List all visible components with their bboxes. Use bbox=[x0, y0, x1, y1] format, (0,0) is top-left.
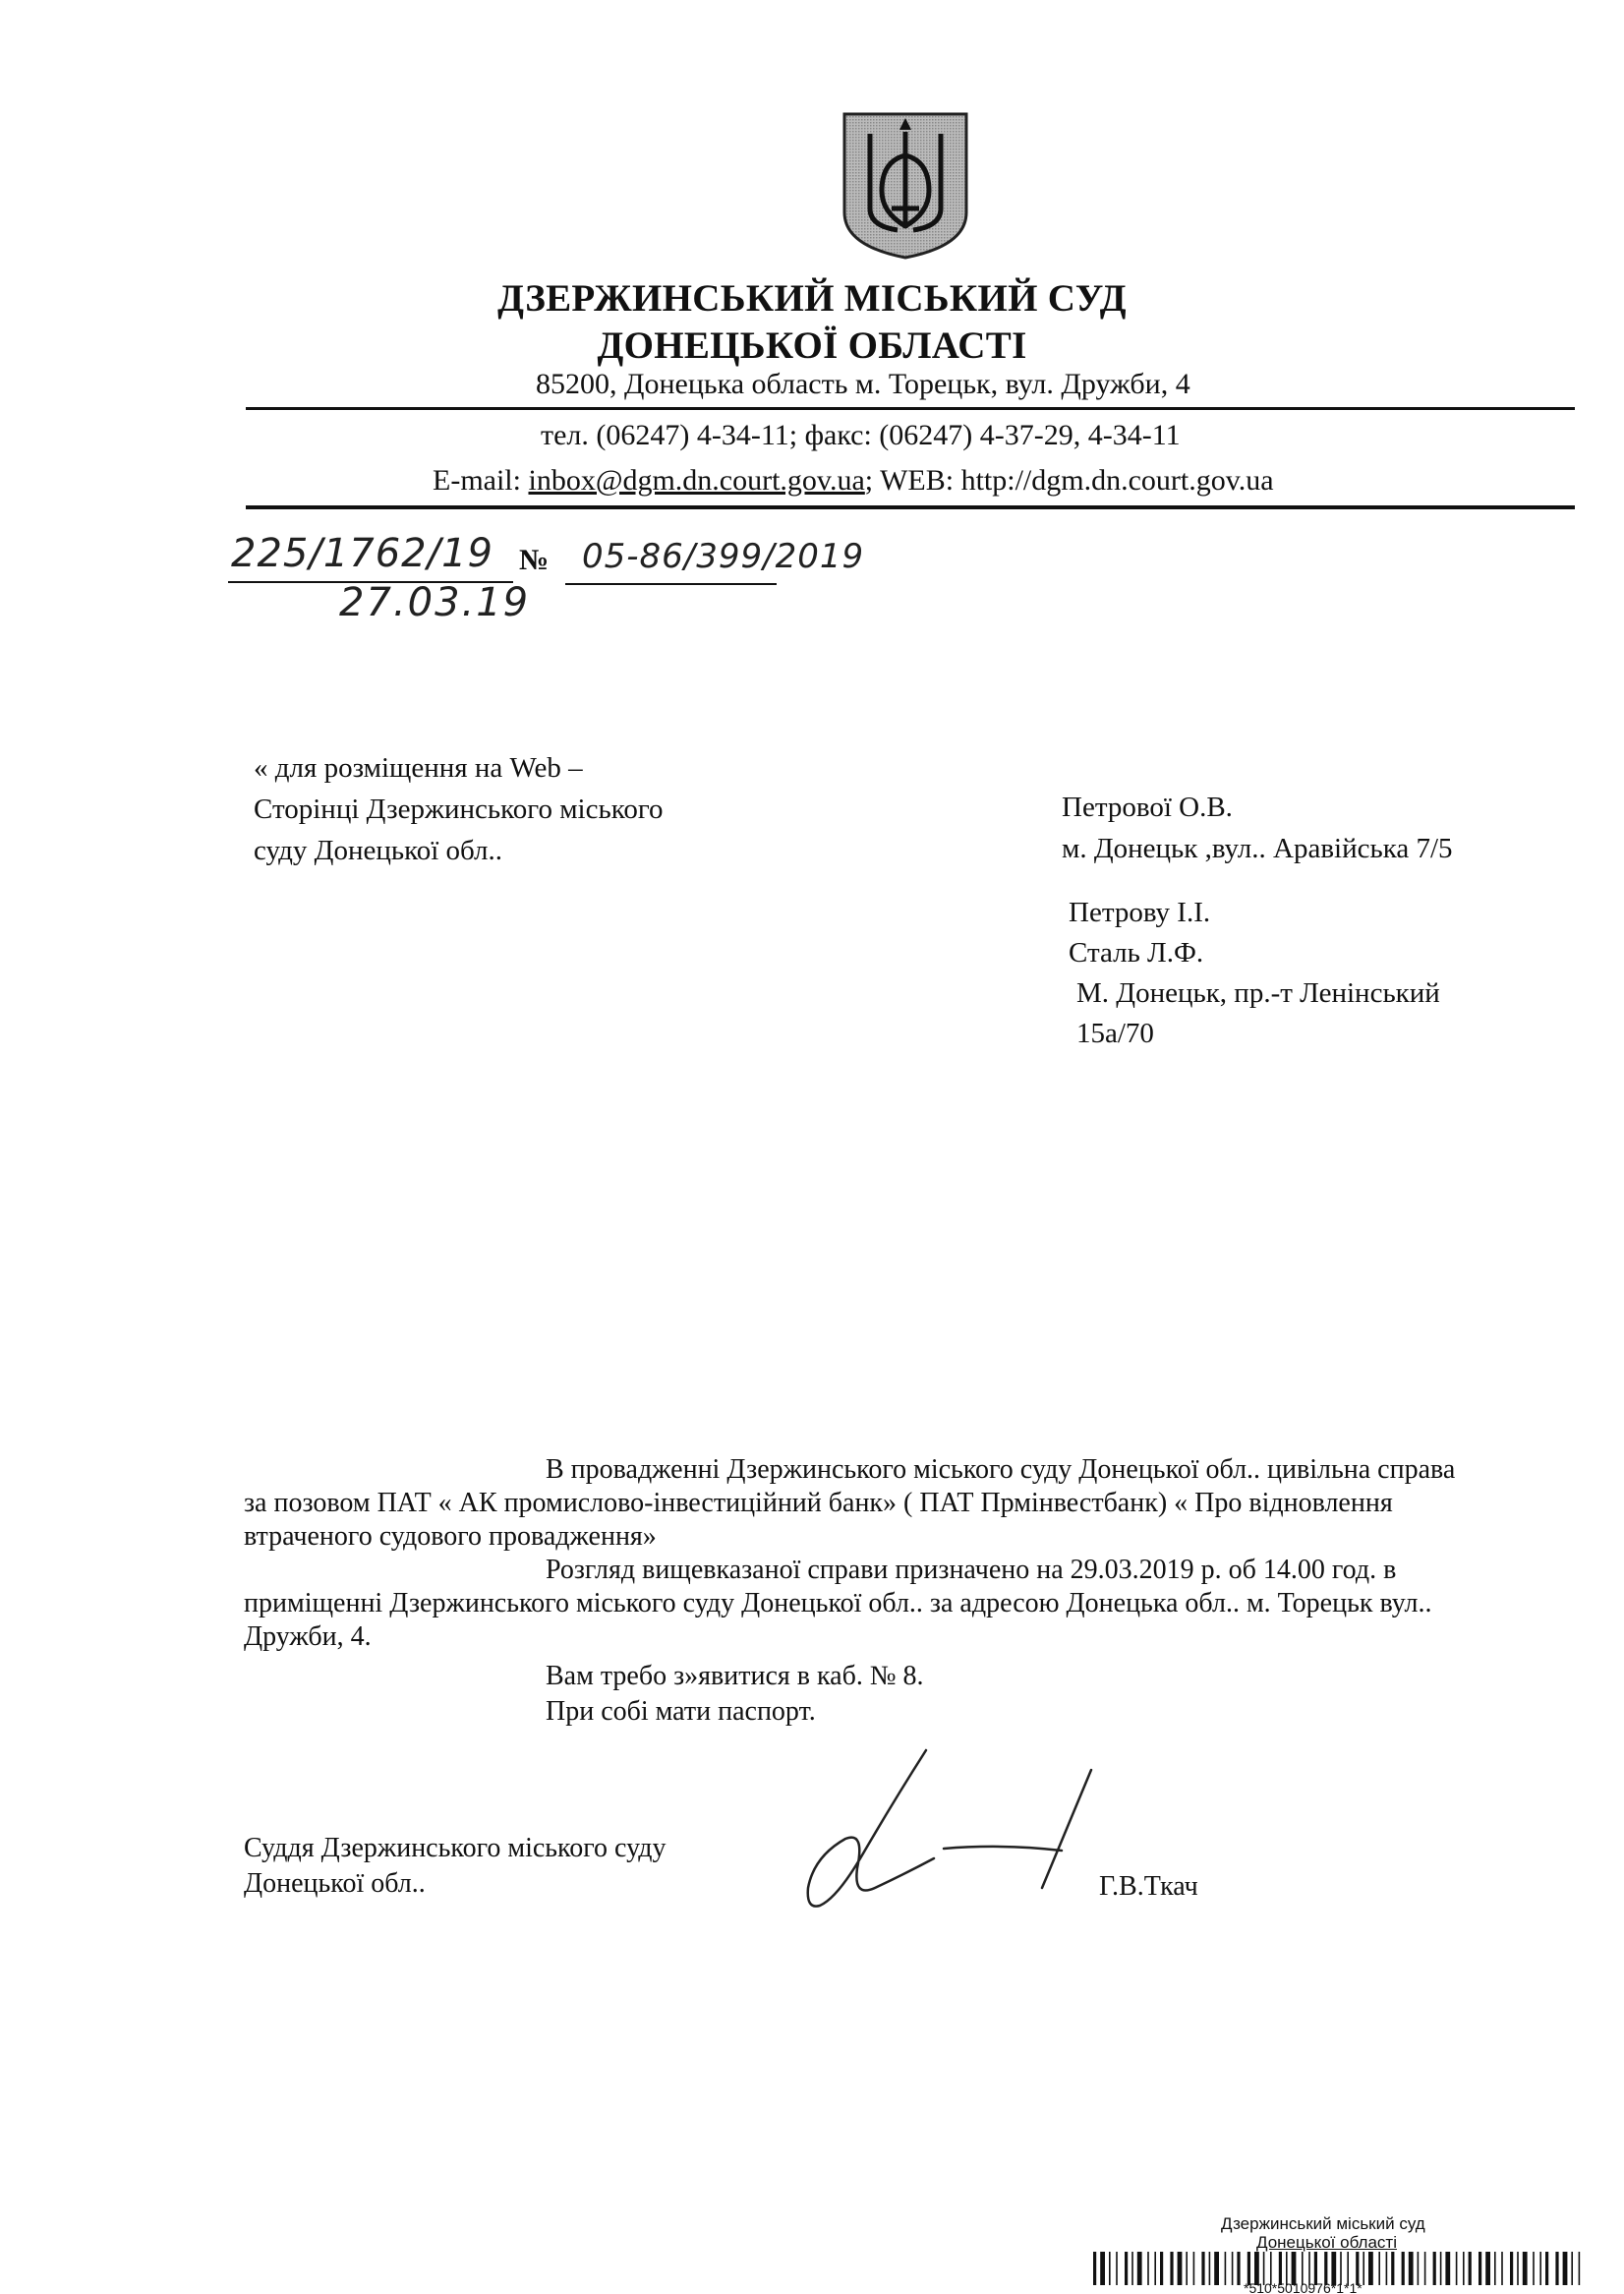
barcode-bar bbox=[1523, 2252, 1528, 2285]
barcode-bar bbox=[1555, 2252, 1558, 2285]
barcode-bar bbox=[1445, 2252, 1450, 2285]
barcode-bar bbox=[1579, 2252, 1581, 2285]
web-note-line3: суду Донецької обл.. bbox=[254, 835, 503, 866]
judge-title-line1: Суддя Дзержинського міського суду bbox=[244, 1833, 667, 1863]
judge-title-line2: Донецької обл.. bbox=[244, 1868, 426, 1899]
barcode-text: *510*5010976*1*1* bbox=[1244, 2283, 1363, 2294]
barcode-bar bbox=[1494, 2252, 1496, 2285]
barcode-bar bbox=[1331, 2252, 1336, 2285]
internal-number-underline bbox=[565, 583, 777, 585]
barcode-bar bbox=[1391, 2252, 1394, 2285]
barcode-bar bbox=[1479, 2252, 1481, 2285]
web-publication-note bbox=[254, 747, 664, 871]
email-link[interactable]: inbox@dgm.dn.court.gov.ua bbox=[528, 464, 865, 497]
barcode-bar bbox=[1347, 2252, 1349, 2285]
web-address: ; WEB: http://dgm.dn.court.gov.ua bbox=[864, 464, 1274, 497]
barcode-bar bbox=[1409, 2252, 1414, 2285]
barcode-bar bbox=[1263, 2252, 1265, 2285]
barcode-bar bbox=[1368, 2252, 1373, 2285]
body-p2-line1: Розгляд вищевказаної справи призначено на 29.03.2019 р. об 14.00 год. в bbox=[546, 1555, 1397, 1585]
court-phone: тел. (06247) 4-34-11; факс: (06247) 4-37-29, 4-34-11 bbox=[541, 419, 1181, 451]
header-divider-bottom bbox=[246, 505, 1575, 509]
barcode-bar bbox=[1237, 2252, 1240, 2285]
barcode-bar bbox=[1433, 2252, 1436, 2285]
barcode-bar bbox=[1154, 2252, 1156, 2285]
barcode-bar bbox=[1270, 2252, 1272, 2285]
court-name-line2: ДОНЕЦЬКОЇ ОБЛАСТІ bbox=[597, 324, 1027, 367]
web-note-line1: « для розміщення на Web – bbox=[254, 752, 583, 784]
barcode-bar bbox=[1517, 2252, 1519, 2285]
recipient-1-name: Петрової О.В. bbox=[1062, 792, 1233, 823]
recipient-2-address1: М. Донецьк, пр.-т Ленінський bbox=[1076, 977, 1440, 1009]
barcode-bar bbox=[1378, 2252, 1380, 2285]
barcode-bar bbox=[1286, 2252, 1288, 2285]
barcode-bar bbox=[1247, 2252, 1250, 2285]
barcode-bar bbox=[1137, 2252, 1142, 2285]
body-p3: Вам требо з»явитися в каб. № 8. bbox=[546, 1661, 924, 1691]
email-prefix: E-mail: bbox=[433, 464, 529, 497]
barcode-bar bbox=[1160, 2252, 1163, 2285]
barcode-bar bbox=[1186, 2252, 1188, 2285]
barcode-bar bbox=[1456, 2252, 1458, 2285]
barcode-bar bbox=[1125, 2252, 1128, 2285]
judge-title bbox=[244, 1831, 667, 1902]
barcode bbox=[1093, 2252, 1585, 2285]
judge-name: Г.В.Ткач bbox=[1099, 1871, 1198, 1902]
barcode-bar bbox=[1563, 2252, 1568, 2285]
footer-court-name: Дзержинський міський суд bbox=[1221, 2214, 1425, 2233]
barcode-bar bbox=[1324, 2252, 1327, 2285]
recipient-2-address2: 15а/70 bbox=[1076, 1018, 1154, 1049]
internal-number: 05-86/399/2019 bbox=[582, 537, 865, 576]
court-address: 85200, Донецька область м. Торецьк, вул. Дружби, 4 bbox=[536, 368, 1190, 400]
body-p1-line1: В провадженні Дзержинського міського суду Донецької обл.. цивільна справа bbox=[546, 1454, 1456, 1485]
barcode-bar bbox=[1314, 2252, 1317, 2285]
recipient-2-name2: Сталь Л.Ф. bbox=[1069, 937, 1204, 969]
body-p4: При собі мати паспорт. bbox=[546, 1696, 816, 1727]
barcode-bar bbox=[1501, 2252, 1503, 2285]
barcode-bar bbox=[1340, 2252, 1342, 2285]
barcode-bar bbox=[1539, 2252, 1541, 2285]
barcode-bar bbox=[1254, 2252, 1259, 2285]
barcode-bar bbox=[1214, 2252, 1219, 2285]
number-sign: № bbox=[519, 544, 550, 576]
outgoing-number: 225/1762/19 bbox=[231, 531, 493, 576]
barcode-bar bbox=[1292, 2252, 1297, 2285]
barcode-bar bbox=[1363, 2252, 1364, 2285]
barcode-bar bbox=[1193, 2252, 1195, 2285]
court-email-web bbox=[433, 464, 1274, 498]
registration-date: 27.03.19 bbox=[339, 580, 531, 625]
barcode-bar bbox=[1147, 2252, 1149, 2285]
barcode-bar bbox=[1225, 2252, 1227, 2285]
barcode-bar bbox=[1116, 2252, 1118, 2285]
barcode-bar bbox=[1571, 2252, 1573, 2285]
barcode-bar bbox=[1178, 2252, 1183, 2285]
barcode-bar bbox=[1302, 2252, 1304, 2285]
barcode-bar bbox=[1170, 2252, 1173, 2285]
barcode-bar bbox=[1418, 2252, 1420, 2285]
recipient-1 bbox=[1062, 787, 1453, 869]
handwritten-signature bbox=[767, 1740, 1121, 1937]
barcode-bar bbox=[1440, 2252, 1442, 2285]
barcode-bar bbox=[1232, 2252, 1234, 2285]
barcode-bar bbox=[1424, 2252, 1426, 2285]
barcode-bar bbox=[1386, 2252, 1388, 2285]
recipient-2 bbox=[1069, 893, 1440, 1054]
barcode-bar bbox=[1308, 2252, 1310, 2285]
court-name-line1: ДЗЕРЖИНСЬКИЙ МІСЬКИЙ СУД bbox=[497, 277, 1127, 320]
body-p2-line3: Дружби, 4. bbox=[244, 1621, 372, 1652]
barcode-bar bbox=[1279, 2252, 1282, 2285]
barcode-bar bbox=[1356, 2252, 1359, 2285]
header-divider-top bbox=[246, 407, 1575, 410]
footer-court-region: Донецької області bbox=[1256, 2233, 1397, 2252]
barcode-bar bbox=[1100, 2252, 1105, 2285]
barcode-bar bbox=[1209, 2252, 1211, 2285]
body-p2-line2: приміщенні Дзержинського міського суду Донецької обл.. за адресою Донецька обл.. м. Торецьк вул.. bbox=[244, 1588, 1432, 1618]
body-p1-line3: втраченого судового провадження» bbox=[244, 1521, 657, 1552]
barcode-bar bbox=[1201, 2252, 1204, 2285]
recipient-1-address: м. Донецьк ,вул.. Аравійська 7/5 bbox=[1062, 833, 1453, 864]
barcode-bar bbox=[1469, 2252, 1472, 2285]
web-note-line2: Сторінці Дзержинського міського bbox=[254, 794, 664, 825]
barcode-bar bbox=[1463, 2252, 1465, 2285]
barcode-bar bbox=[1402, 2252, 1405, 2285]
barcode-bar bbox=[1131, 2252, 1133, 2285]
barcode-bar bbox=[1485, 2252, 1490, 2285]
barcode-bar bbox=[1510, 2252, 1513, 2285]
recipient-2-name1: Петрову І.І. bbox=[1069, 897, 1211, 928]
barcode-bar bbox=[1093, 2252, 1096, 2285]
body-p1-line2: за позовом ПАТ « АК промислово-інвестиційний банк» ( ПАТ Прмінвестбанк) « Про відновлення bbox=[244, 1488, 1393, 1518]
barcode-bar bbox=[1109, 2252, 1111, 2285]
court-name bbox=[0, 275, 1624, 370]
barcode-bar bbox=[1545, 2252, 1548, 2285]
coat-of-arms-icon bbox=[841, 110, 970, 260]
barcode-bar bbox=[1533, 2252, 1535, 2285]
